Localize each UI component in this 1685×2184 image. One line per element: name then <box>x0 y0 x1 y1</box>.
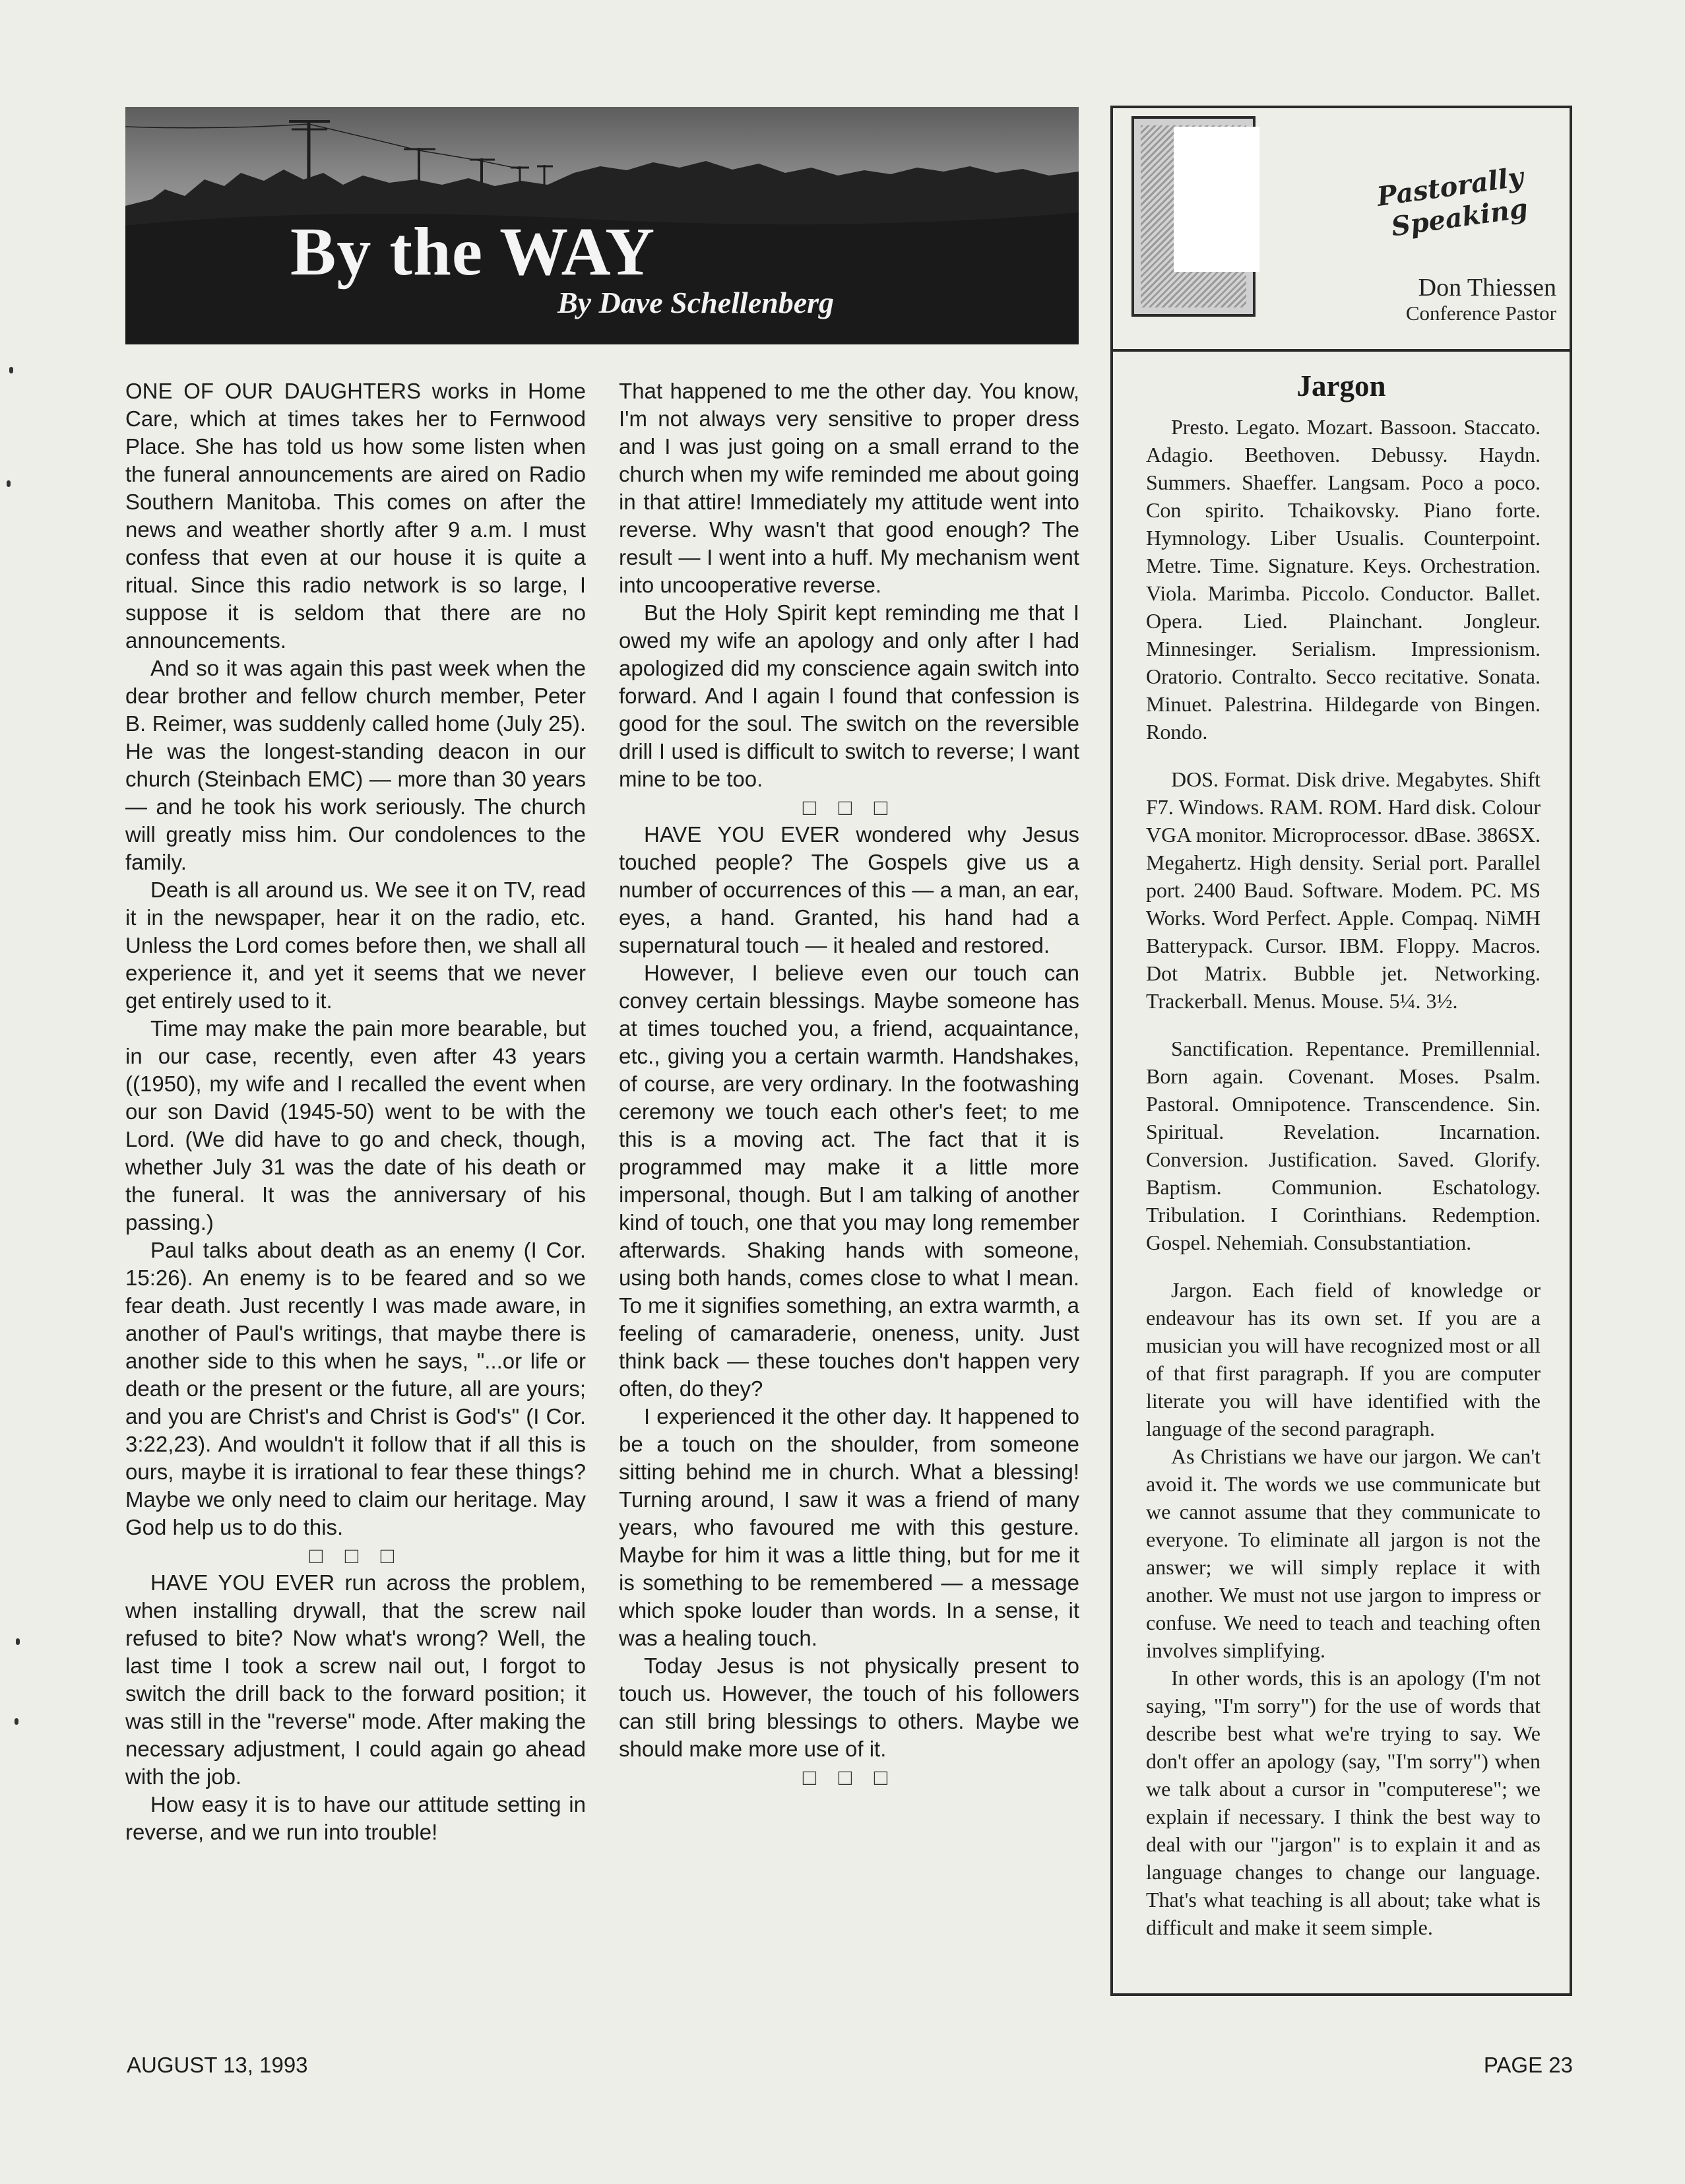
paragraph: Jargon. Each field of knowledge or endeavour has its own set. If you are a musician you will have recognized most or all of that first paragraph. If you are computer literate you will have identified with the language of the second paragraph. <box>1146 1278 1541 1440</box>
pastorally-speaking-sidebar <box>1110 106 1572 1996</box>
paragraph: I experienced it the other day. It happened to be a touch on the shoulder, from someone sitting behind me in church. What a blessing! Turning around, I saw it was a friend of many years, who favoured me with this gesture. Maybe for him it was a little thing, but for me it is something to be remembered — a message which spoke louder than words. In a sense, it was a healing touch. <box>619 1404 1079 1650</box>
article-column-2 <box>619 377 1079 1791</box>
article-column-1 <box>125 377 586 1846</box>
section-separator: □ □ □ <box>802 795 896 820</box>
sidebar-header <box>1113 108 1570 352</box>
banner-title: By the WAY <box>290 214 656 290</box>
paragraph: In other words, this is an apology (I'm not saying, "I'm sorry") for the use of words that describe best what we're trying to say. We don't offer an apology (say, "I'm sorry") when we talk about a cursor in "computerese"; we explain if necessary. I think the best way to deal with our "jargon" is to explain it and as language changes to change our language. That's what teaching is all about; take what is difficult and make it seem simple. <box>1146 1666 1541 1939</box>
scan-speck <box>7 480 11 487</box>
section-separator: □ □ □ <box>309 1543 402 1568</box>
scan-speck <box>15 1718 18 1725</box>
sidebar-title: Jargon <box>1296 369 1386 402</box>
scan-speck <box>9 367 13 373</box>
paragraph: Presto. Legato. Mozart. Bassoon. Staccato. Adagio. Beethoven. Debussy. Haydn. Summers. Shaeffer. Langsam. Poco a poco. Con spirito. Tchaikovsky. Piano forte. Hymnology. Liber Usualis. Counterpoint. Metre. Time. Signature. Keys. Orchestration. Viola. Marimba. Piccolo. Conductor. Ballet. Opera. Lied. Plainchant. Jongleur. Minnesinger. Serialism. Impressionism. Oratorio. Contralto. Secco recitative. Sonata. Minuet. Palestrina. Hildegarde von Bingen. Rondo. <box>1146 415 1541 744</box>
paragraph: Death is all around us. We see it on TV, read it in the newspaper, hear it on the radio, etc. Unless the Lord comes before then, we shall all experience it, and yet it seems that we never get entirely used to it. <box>125 878 586 1013</box>
paragraph: HAVE YOU EVER wondered why Jesus touched people? The Gospels give us a number of occurrences of this — a man, an ear, eyes, a hand. Granted, his hand had a supernatural touch — it healed and restored. <box>619 822 1079 957</box>
section-separator: □ □ □ <box>802 1765 896 1790</box>
author-role: Conference Pastor <box>1405 302 1556 325</box>
paragraph: Sanctification. Repentance. Premillennial. Born again. Covenant. Moses. Psalm. Pastoral. Omnipotence. Transcendence. Sin. Spiritual. Revelation. Incarnation. Conversion. Justification. Saved. Glorify. Baptism. Communion. Eschatology. Tribulation. I Corinthians. Redemption. Gospel. Nehemiah. Consubstantiation. <box>1146 1037 1541 1254</box>
author-photo <box>1131 116 1256 317</box>
author-name: Don Thiessen <box>1418 274 1556 302</box>
banner-byline: By Dave Schellenberg <box>557 286 835 319</box>
paragraph: Today Jesus is not physically present to touch us. However, the touch of his followers can still bring blessings to others. Maybe we should make more use of it. <box>619 1654 1079 1761</box>
paragraph: As Christians we have our jargon. We can't avoid it. The words we use communicate but we cannot assume that they communicate to everyone. To eliminate all jargon is not the answer; we will simply replace it with another. We must not use jargon to impress or confuse. We need to teach and teaching often involves simplifying. <box>1146 1444 1541 1662</box>
issue-date: AUGUST 13, 1993 <box>127 2053 308 2077</box>
paragraph: And so it was again this past week when the dear brother and fellow church member, Peter B. Reimer, was suddenly called home (July 25). He was the longest-standing deacon in our church (Steinbach EMC) — more than 30 years — and he took his work seriously. The church will greatly miss him. Our condolences to the family. <box>125 656 586 874</box>
page-number: PAGE 23 <box>1483 2053 1573 2077</box>
paragraph: Paul talks about death as an enemy (I Cor. 15:26). An enemy is to be feared and so we fear death. Just recently I was made aware, in another of Paul's writings, that maybe there is another side to this when he says, "...or life or death or the present or the future, all are yours; and you are Christ's and Christ is God's" (I Cor. 3:22,23). And wouldn't it follow that if all this is ours, maybe it is irrational to fear these things? Maybe we only need to claim our heritage. May God help us to do this. <box>125 1238 586 1539</box>
sidebar-body <box>1146 413 1541 1941</box>
paragraph: However, I believe even our touch can convey certain blessings. Maybe someone has at times touched you, a friend, acquaintance, etc., giving you a certain warmth. Handshakes, of course, are very ordinary. In the footwashing ceremony we touch each other's feet; to me this is a moving act. The fact that it is programmed may make it a little more impersonal, though. But I am talking of another kind of touch, one that you may long remember afterwards. Shaking hands with someone, using both hands, comes close to what I mean. To me it signifies something, an extra warmth, a feeling of camaraderie, oneness, unity. Just think back — these touches don't happen very often, do they? <box>619 961 1079 1401</box>
by-the-way-banner <box>125 107 1079 344</box>
paragraph: But the Holy Spirit kept reminding me that I owed my wife an apology and only after I had apologized did my conscience again switch into forward. And I again I found that confession is good for the soul. The switch on the reversible drill I used is difficult to switch to reverse; I want mine to be too. <box>619 600 1079 791</box>
column-name: Pastorally Speaking <box>1375 161 1530 243</box>
paragraph: ONE OF OUR DAUGHTERS works in Home Care, which at times takes her to Fernwood Place. She has told us how some listen when the funeral announcements are aired on Radio Southern Manitoba. This comes on after the news and weather shortly after 9 a.m. I must confess that even at our house it is quite a ritual. Since this radio network is so large, I suppose it is seldom that there are no announcements. <box>125 379 586 653</box>
paragraph: That happened to me the other day. You know, I'm not always very sensitive to proper dress and I was just going on a small errand to the church when my wife reminded me about going in that attire! Immediately my attitude went into reverse. Why wasn't that good enough? The result — I went into a huff. My mechanism went into uncooperative reverse. <box>619 379 1079 597</box>
scan-speck <box>16 1638 20 1645</box>
paragraph: DOS. Format. Disk drive. Megabytes. Shift F7. Windows. RAM. ROM. Hard disk. Colour VGA monitor. Microprocessor. dBase. 386SX. Megahertz. High density. Serial port. Parallel port. 2400 Baud. Software. Modem. PC. MS Works. Word Perfect. Apple. Compaq. NiMH Batterypack. Cursor. IBM. Floppy. Macros. Dot Matrix. Bubble jet. Networking. Trackerball. Menus. Mouse. 5¼. 3½. <box>1146 767 1541 1013</box>
paragraph: How easy it is to have our attitude setting in reverse, and we run into trouble! <box>125 1792 586 1844</box>
paragraph: Time may make the pain more bearable, but in our case, recently, even after 43 years ((1950), my wife and I recalled the event when our son David (1945-50) went to be with the Lord. (We did have to go and check, though, whether July 31 was the date of his death or the funeral. It was the anniversary of his passing.) <box>125 1016 586 1235</box>
paragraph: HAVE YOU EVER run across the problem, when installing drywall, that the screw nail refused to bite? Now what's wrong? Well, the last time I took a screw nail out, I forgot to switch the drill back to the forward position; it was still in the "reverse" mode. After making the necessary adjustment, I could again go ahead with the job. <box>125 1570 586 1789</box>
